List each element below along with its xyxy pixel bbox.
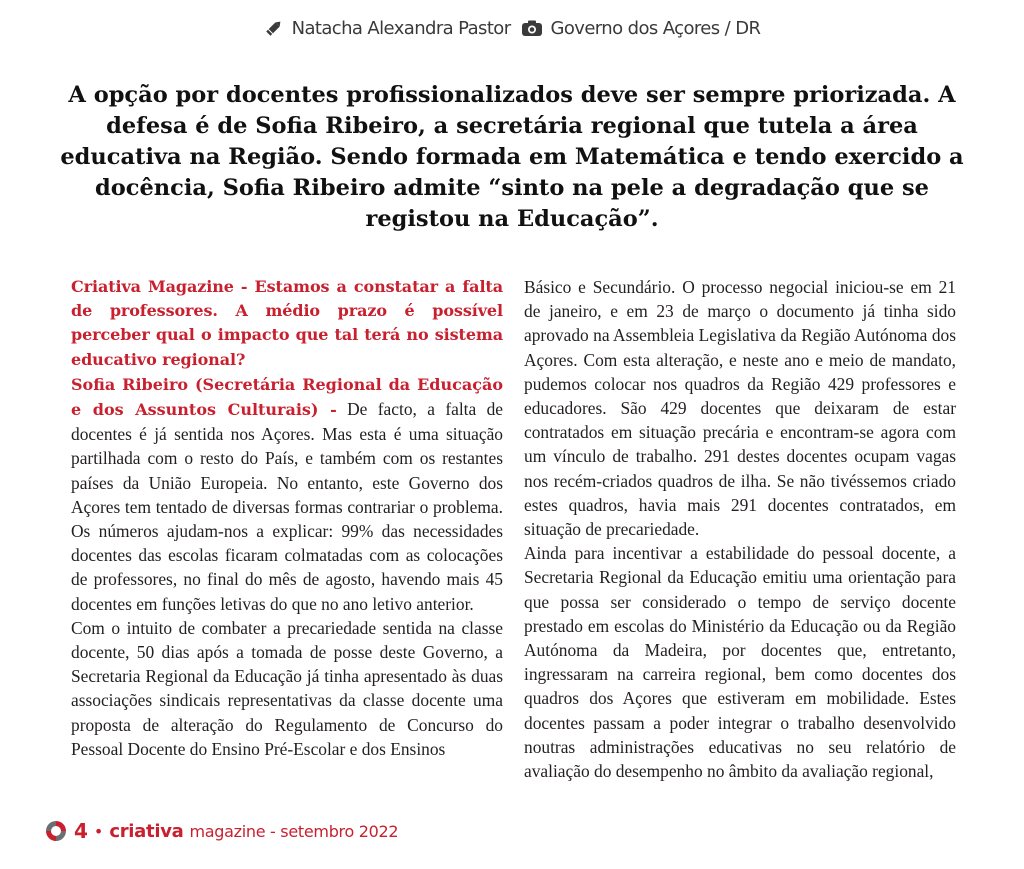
writer-name: Natacha Alexandra Pastor [291,17,511,39]
paragraph-estabilidade: Ainda para incentivar a estabilidade do pessoal docente, a Secretaria Regional da Educação emitiu uma orientação para que possa ser considerado o tempo de serviço docente prestado em escolas do Ministério da Educação ou da Região Autónoma da Madeira, por docentes que, entretanto, ingressaram na carreira regional, bem como docentes dos quadros dos Açores que estiveram em mobilidade. Estes docentes passam a poder integrar o trabalho desenvolvido noutras administrações educativas no seu relatório de avaliação do desempenho no âmbito da avaliação regional, [524,543,956,782]
answer-text: De facto, a falta de docentes é já sentida nos Açores. Mas esta é uma situação partilhada com o resto do País, e também com os restantes países da União Europeia. No entanto, este Governo dos Açores tem tentado de diversas formas contrariar o problema. Os números ajudam-nos a explicar: 99% das necessidades docentes das escolas ficaram colmatadas com as colocações de professores, no final do mês de agosto, havendo mais 45 docentes em funções letivas do que no ano letivo anterior. [71,399,503,614]
footer-separator: • [93,821,104,841]
magazine-logo-icon [44,819,68,843]
interview-question: Criativa Magazine - Estamos a constatar a falta de professores. A médio prazo é possível perceber qual o impacto que tal terá no sistema educativo regional? [71,277,503,369]
page-footer [44,817,398,845]
camera-icon [521,19,543,37]
photo-credit [521,18,761,39]
pencil-icon [264,18,284,38]
speaker-label: Sofia Ribeiro (Secretária Regional da Educação e dos Assuntos Culturais) - [71,374,503,420]
interview-answer [71,372,503,616]
photo-credit-name: Governo dos Açores / DR [550,17,761,39]
page-number: 4 [74,819,88,843]
lead-paragraph: A opção por docentes profissionalizados deve ser sempre priorizada. A defesa é de Sofia Ribeiro, a secretária regional que tutela a área educativa na Região. Sendo formada em Matemática e tendo exercido a docência, Sofia Ribeiro admite “sinto na pele a degradação que se registou na Educação”. [60,82,964,232]
writer-credit [264,18,511,39]
paragraph-precariedade: Com o intuito de combater a precariedade sentida na classe docente, 50 dias após a tomada de posse deste Governo, a Secretaria Regional da Educação já tinha apresentado às duas associações sindicais representativas da classe docente uma proposta de alteração do Regulamento de Concurso do Pessoal Docente do Ensino Pré-Escolar e dos Ensinos [71,617,503,759]
paragraph-continuation: Básico e Secundário. O processo negocial iniciou-se em 21 de janeiro, e em 23 de março o documento já tinha sido aprovado na Assembleia Legislativa da Região Autónoma dos Açores. Com esta alteração, e neste ano e meio de mandato, pudemos colocar nos quadros da Região 429 professores e educadores. São 429 docentes que deixaram de estar contratados em situação precária e encontram-se agora com um vínculo de trabalho. 291 destes docentes ocupam vagas nos recém-criados quadros de ilha. Se não tivéssemos criado estes quadros, havia mais 291 docentes contratados, em situação de precariedade. [524,277,956,540]
footer-brand: criativa [109,820,184,842]
article-column-left [71,275,503,761]
article-column-right [524,275,956,783]
footer-issue: magazine - setembro 2022 [189,821,399,841]
credits-bar [0,14,1024,42]
